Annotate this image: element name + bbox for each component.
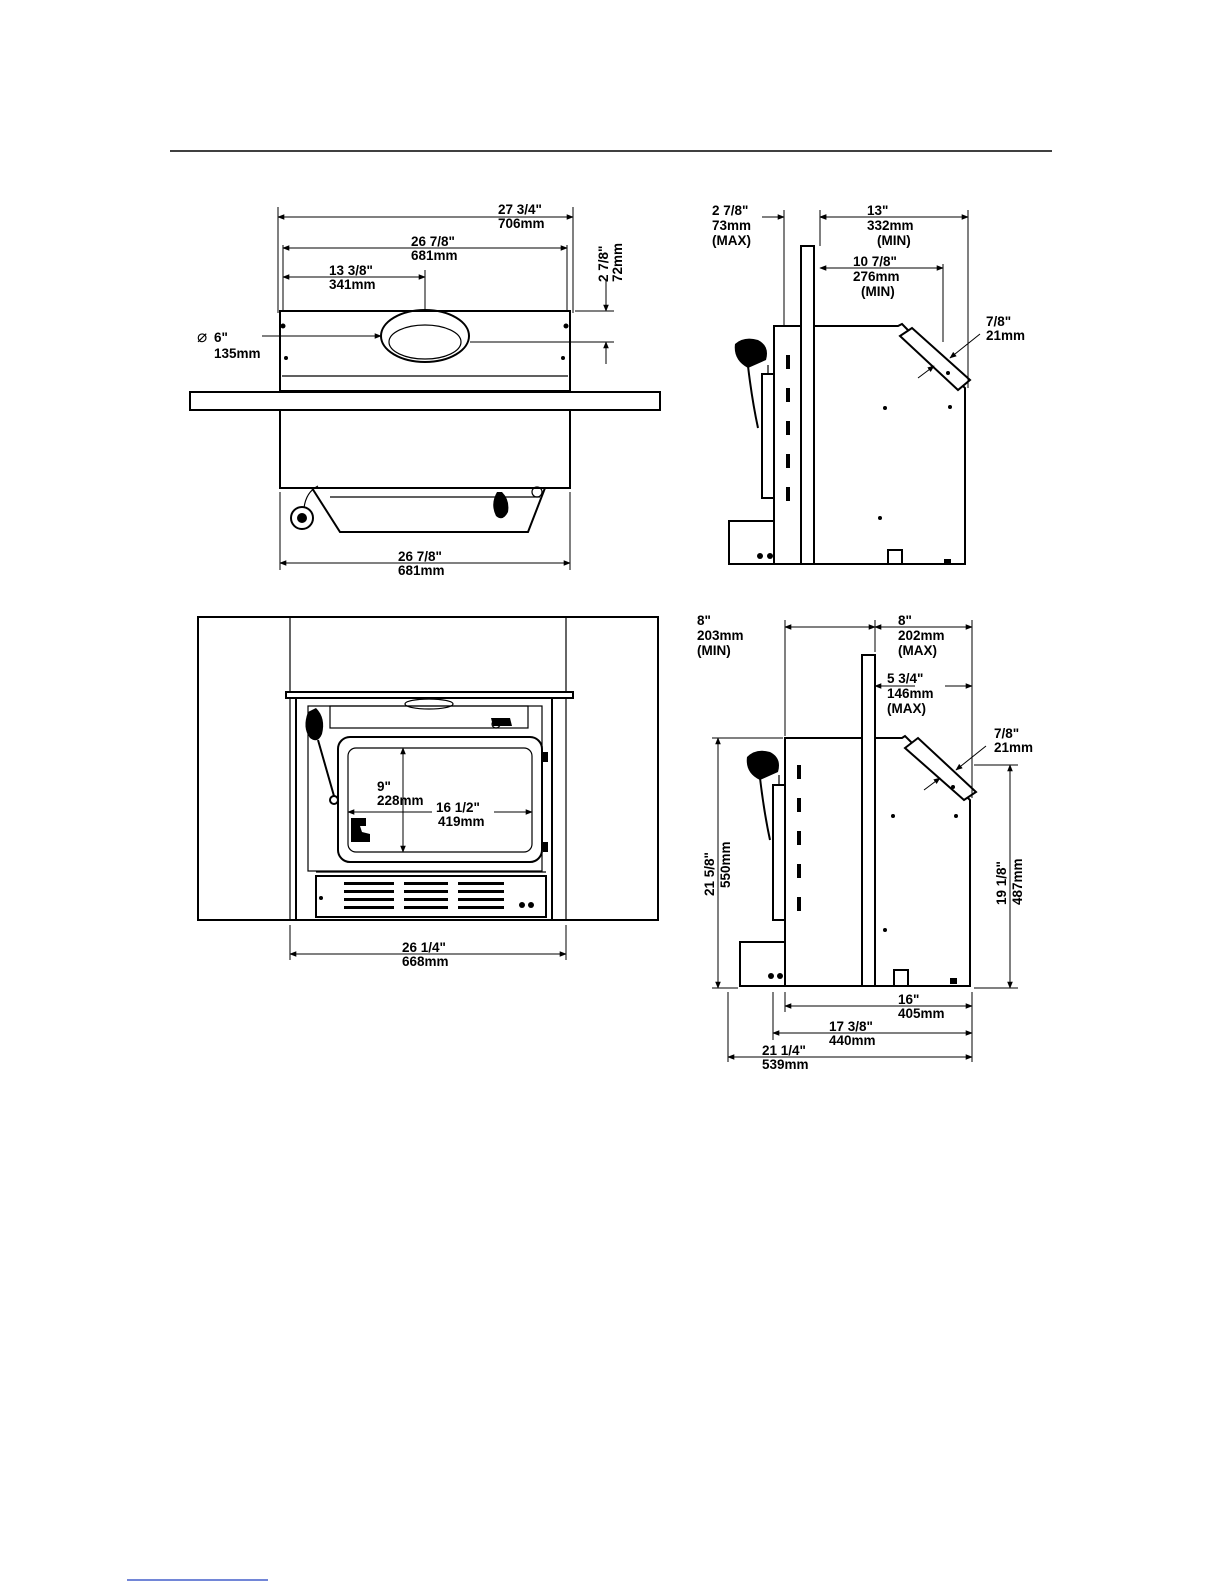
dim-body-height-in: 19 1/8" xyxy=(994,861,1009,905)
dim-body-depth-in: 16" xyxy=(898,992,920,1007)
dim-rear-depth-in: 8" xyxy=(898,613,912,628)
dim-body-height-mm: 487mm xyxy=(1010,858,1025,905)
dim-top-offset-in: 5 3/4" xyxy=(887,671,924,686)
dim-body-depth-mm: 405mm xyxy=(898,1006,945,1021)
dim-depth-with-face-mm: 440mm xyxy=(829,1033,876,1048)
dim-collar-diameter-in: 6" xyxy=(214,330,228,345)
dim-flange-width-in: 26 7/8" xyxy=(411,234,455,249)
dim-bottom-width-mm: 681mm xyxy=(398,563,445,578)
dim-rear-depth-mm: 202mm xyxy=(898,628,945,643)
dim-glass-height-in: 9" xyxy=(377,779,391,794)
dim-depth-mm: 332mm xyxy=(867,218,914,233)
dim-collar-height-mm: 72mm xyxy=(610,242,625,282)
dim-face-projection-note: (MAX) xyxy=(712,233,751,248)
dim-depth-note: (MIN) xyxy=(877,233,911,248)
dim-bottom-width-in: 26 7/8" xyxy=(398,549,442,564)
dim-collar-offset-in: 13 3/8" xyxy=(329,263,373,278)
dim-front-depth-note: (MIN) xyxy=(697,643,731,658)
dim-glass-width-in: 16 1/2" xyxy=(436,800,480,815)
dim-overall-depth-mm: 539mm xyxy=(762,1057,809,1072)
dim-flange-width-mm: 681mm xyxy=(411,248,458,263)
dim-glass-width-mm: 419mm xyxy=(438,814,485,829)
dim-top-offset-mm: 146mm xyxy=(887,686,934,701)
dim-face-projection-in: 2 7/8" xyxy=(712,203,749,218)
dim-lower-panel-mm: 21mm xyxy=(994,740,1034,755)
dim-collar-offset-mm: 341mm xyxy=(329,277,376,292)
dim-overall-depth-in: 21 1/4" xyxy=(762,1043,806,1058)
front-view xyxy=(198,617,658,969)
dim-panel-mm: 21mm xyxy=(986,328,1026,343)
dim-overall-height-mm: 550mm xyxy=(718,841,733,888)
top-view xyxy=(190,202,660,578)
dim-top-offset-note: (MAX) xyxy=(887,701,926,716)
dim-overall-height-in: 21 5/8" xyxy=(702,852,717,896)
dim-inner-depth-note: (MIN) xyxy=(861,284,895,299)
dim-glass-height-mm: 228mm xyxy=(377,793,424,808)
dim-front-depth-in: 8" xyxy=(697,613,711,628)
dim-overall-width-in: 27 3/4" xyxy=(498,202,542,217)
dim-face-projection-mm: 73mm xyxy=(712,218,752,233)
side-view-upper xyxy=(712,203,1025,565)
diameter-symbol: ⌀ xyxy=(197,327,208,346)
dim-collar-diameter-mm: 135mm xyxy=(214,346,261,361)
dim-front-depth-mm: 203mm xyxy=(697,628,744,643)
dim-panel-in: 7/8" xyxy=(986,314,1012,329)
dim-body-width-in: 26 1/4" xyxy=(402,940,446,955)
dim-rear-depth-note: (MAX) xyxy=(898,643,937,658)
side-view-lower xyxy=(697,613,1033,1072)
dim-overall-width-mm: 706mm xyxy=(498,216,545,231)
dim-collar-height-in: 2 7/8" xyxy=(596,245,611,282)
dim-lower-panel-in: 7/8" xyxy=(994,726,1020,741)
dim-body-width-mm: 668mm xyxy=(402,954,449,969)
dim-depth-in: 13" xyxy=(867,203,889,218)
dim-inner-depth-mm: 276mm xyxy=(853,269,900,284)
dim-depth-with-face-in: 17 3/8" xyxy=(829,1019,873,1034)
dim-inner-depth-in: 10 7/8" xyxy=(853,254,897,269)
